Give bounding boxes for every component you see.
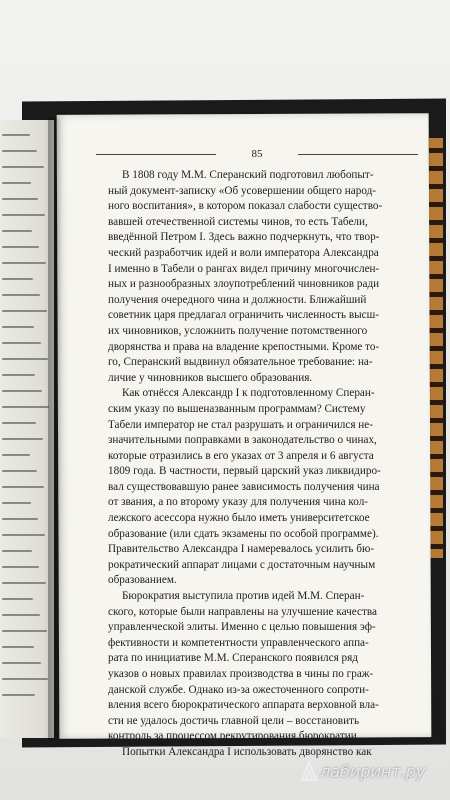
text-line: Табели император не стал разрушать и ограничился не- [108, 418, 373, 431]
facing-page-text-fragment [2, 134, 30, 136]
text-line: Правительство Александра I намеревалось усилить бю- [108, 543, 375, 556]
facing-page-text-fragment [2, 294, 40, 296]
facing-page [0, 120, 54, 738]
watermark-text: лабиринт.ру [320, 761, 426, 781]
text-line: ским указу по вышеназванным программам? Систему [108, 402, 366, 415]
facing-page-text-fragment [2, 518, 38, 520]
text-line: рократический аппарат лицами с достаточным научным [108, 558, 376, 571]
text-line: личие у чиновников высшего образования. [108, 371, 313, 384]
facing-page-text-fragment [2, 390, 42, 392]
text-line: рата по инициативе М.М. Сперанского появился ряд [108, 652, 358, 665]
cover-spine-stripes [429, 138, 443, 558]
text-line: 1809 года. В частности, первый царский указ ликвидиро- [108, 465, 381, 478]
page-header [96, 148, 418, 160]
facing-page-text-fragment [2, 182, 31, 184]
facing-page-text-fragment [2, 358, 48, 360]
text-line: Бюрократия выступила против идей М.М. Сперан- [122, 590, 365, 603]
text-line: вал существовавшую ранее зависимость получения чина [108, 480, 380, 493]
facing-page-text-fragment [2, 662, 41, 664]
page-number: 85 [251, 148, 263, 160]
labirint-logo-icon [300, 760, 318, 782]
text-line: В 1808 году М.М. Сперанский подготовил любопыт- [122, 169, 374, 181]
paragraph [108, 168, 420, 386]
facing-page-text-fragment [2, 502, 31, 504]
body-text [108, 168, 420, 761]
facing-page-text-fragment [2, 454, 30, 456]
text-line: вавшей отечественной системы чинов, то есть Табели, [108, 215, 368, 228]
text-line: фективности и компетентности управленческого аппа- [108, 636, 369, 649]
paragraph [108, 589, 420, 745]
facing-page-text-fragment [2, 582, 46, 584]
text-line: указов о новых правилах производства в чины по граж- [108, 668, 374, 680]
watermark [300, 758, 425, 784]
facing-page-text-fragment [2, 646, 34, 648]
text-line: их чиновников, усложнить получение потомственного [108, 324, 368, 337]
facing-page-text-fragment [2, 630, 47, 632]
header-rule-left [96, 154, 216, 155]
facing-page-text-fragment [2, 534, 45, 536]
facing-page-text-fragment [2, 694, 35, 696]
facing-page-text-fragment [2, 246, 39, 248]
facing-page-text-fragment [2, 374, 35, 376]
facing-page-text-fragment [2, 342, 41, 344]
text-line: от звания, а по второму указу для получения чина кол- [108, 496, 369, 509]
text-line: Попытки Александра I использовать дворянство как [122, 745, 372, 758]
facing-page-text-fragment [2, 486, 44, 488]
text-line: значительными поправками в законодательство о чинах, [108, 434, 377, 447]
facing-page-text-fragment [2, 326, 34, 328]
text-line: ского, которые были направлены на улучшение качества [108, 605, 377, 618]
text-line: которые отразились в его указах от 3 апреля и 6 августа [108, 449, 374, 462]
facing-page-text-fragment [2, 150, 37, 152]
text-line: управленческой элиты. Именно с целью повышения эф- [108, 621, 376, 634]
facing-page-text-fragment [2, 470, 37, 472]
facing-page-text-fragment [2, 550, 32, 552]
facing-page-text-fragment [2, 598, 33, 600]
text-line: сти не удалось достичь главной цели – восстановить [108, 714, 360, 727]
facing-page-text-fragment [2, 678, 48, 680]
text-line: Как отнёсся Александр I к подготовленному Сперан- [122, 387, 375, 400]
facing-page-text-fragment [2, 614, 40, 616]
facing-page-text-fragment [2, 198, 38, 200]
facing-page-text-fragment [2, 406, 49, 408]
text-line: образование (или сдать экзамены по особой программе). [108, 527, 379, 540]
facing-page-text-fragment [2, 422, 36, 424]
text-line: советник царя предлагал ограничить численность высш- [108, 309, 379, 322]
text-line: данской службе. Однако из-за ожесточенного сопроти- [108, 683, 369, 696]
text-line: введённой Петром I. Здесь важно подчеркнуть, что твор- [108, 231, 380, 244]
facing-page-text-fragment [2, 438, 43, 440]
facing-page-text-fragment [2, 278, 33, 280]
text-line: вления всего бюрократического аппарата верховной вла- [108, 699, 379, 712]
text-line: го, Сперанский выдвинул обязательное требование: на- [108, 356, 373, 369]
text-line: ный документ-записку «Об усовершении общего народ- [108, 184, 377, 197]
gutter-shadow [48, 118, 62, 740]
header-rule-right [298, 154, 418, 155]
text-line: контроль за процессом рекрутирования бюрократии. [108, 730, 360, 743]
text-line: I именно в Табели о рангах видел причину многочислен- [108, 262, 380, 275]
text-line: ческий разработчик идей и воли императора Александра [108, 246, 379, 259]
text-line: получения очередного чина и должности. Ближайший [108, 293, 367, 306]
facing-page-text-fragment [2, 310, 47, 312]
paragraph [108, 386, 420, 589]
facing-page-text-fragment [2, 230, 32, 232]
text-line: образованием. [108, 574, 177, 587]
facing-page-text-fragment [2, 262, 46, 264]
text-line: ных и разнообразных злоупотреблений чиновников ради [108, 278, 380, 291]
text-line: ного воспитания», в котором показал слабости существо- [108, 200, 383, 213]
text-line: дворянства и права на владение крепостными. Кроме то- [108, 340, 380, 353]
facing-page-text-fragment [2, 566, 39, 568]
facing-page-text-fragment [2, 166, 44, 168]
text-line: лежского асессора нужно было иметь университетское [108, 512, 370, 525]
facing-page-text-fragment [2, 214, 45, 216]
